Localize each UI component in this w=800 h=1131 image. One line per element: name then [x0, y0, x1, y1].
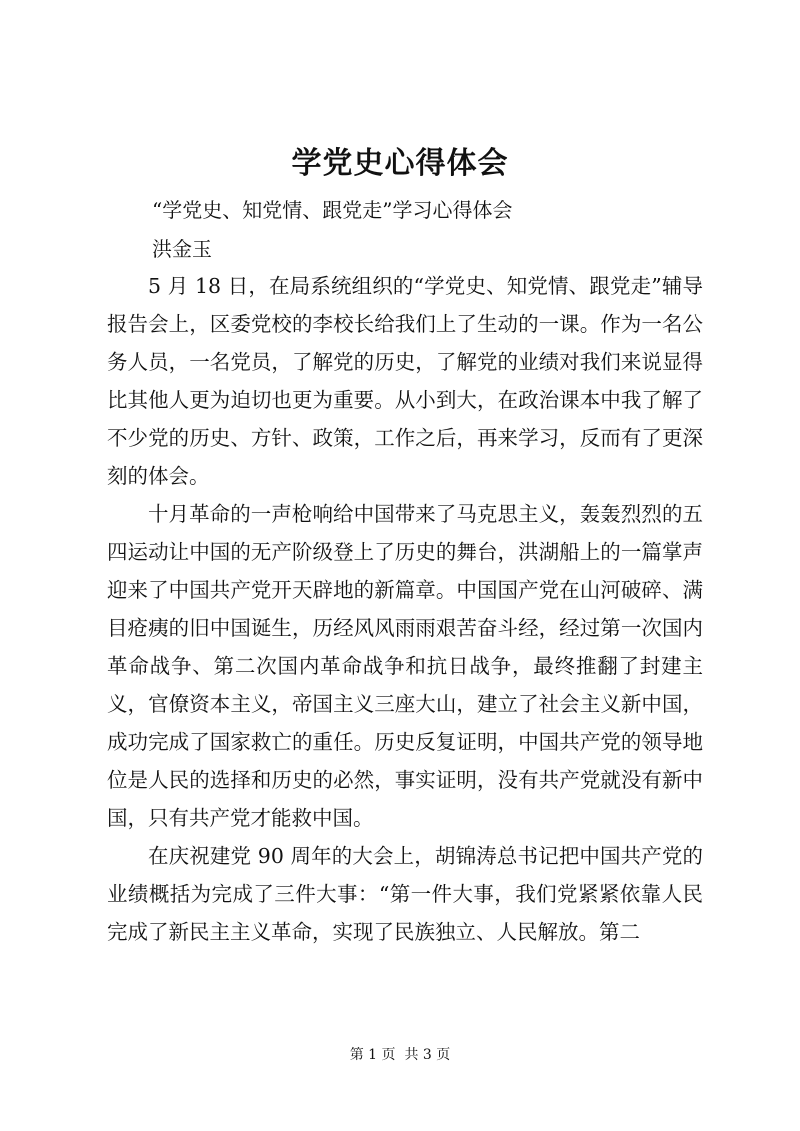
- document-subtitle: “学党史、知党情、跟党走”学习心得体会: [152, 198, 513, 222]
- paragraph-3: 在庆祝建党 90 周年的大会上，胡锦涛总书记把中国共产党的业绩概括为完成了三件大事：“第一件大事，我们党紧紧依靠人民完成了新民主主义革命，实现了民族独立、人民解放。第二: [107, 844, 703, 944]
- paragraph-2: 十月革命的一声枪响给中国带来了马克思主义，轰轰烈烈的五四运动让中国的无产阶级登上了历史的舞台，洪湖船上的一篇掌声迎来了中国共产党开天辟地的新篇章。中国国产党在山河破碎、满目疮痍的旧中国诞生，历经风风雨雨艰苦奋斗经，经过第一次国内革命战争、第二次国内革命战争和抗日战争，最终推翻了封建主义，官僚资本主义，帝国主义三座大山，建立了社会主义新中国，成功完成了国家救亡的重任。历史反复证明，中国共产党的领导地位是人民的选择和历史的必然，事实证明，没有共产党就没有新中国，只有共产党才能救中国。: [107, 502, 703, 830]
- document-body: [107, 267, 703, 951]
- page-number-footer: 第 1 页 共 3 页: [349, 1047, 451, 1063]
- paragraph-1: 5 月 18 日，在局系统组织的“学党史、知党情、跟党走”辅导报告会上，区委党校的李校长给我们上了生动的一课。作为一名公务人员，一名党员，了解党的历史，了解党的业绩对我们来说显得比其他人更为迫切也更为重要。从小到大，在政治课本中我了解了不少党的历史、方针、政策，工作之后，再来学习，反而有了更深刻的体会。: [107, 274, 703, 488]
- author-name: 洪金玉: [152, 237, 212, 261]
- document-title: 学党史心得体会: [291, 146, 509, 181]
